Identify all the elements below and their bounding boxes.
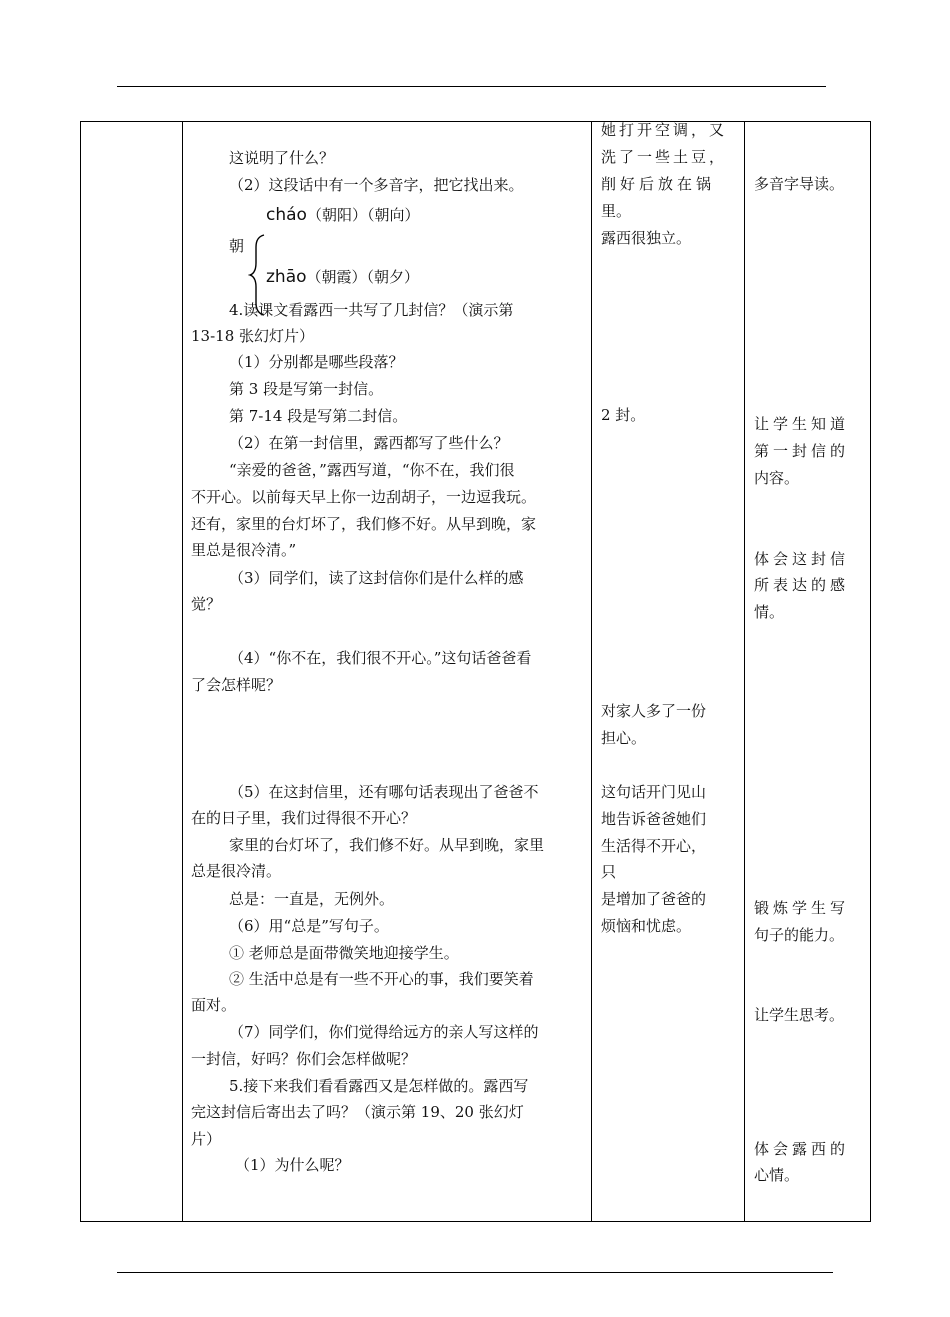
text-line: 5.接下来我们看看露西又是怎样做的。露西写: [229, 1077, 529, 1095]
text-line: （2）在第一封信里，露西都写了些什么？: [229, 434, 509, 452]
text-line: 4.读课文看露西一共写了几封信？（演示第: [229, 301, 514, 319]
text-line: 还有，家里的台灯坏了，我们修不好。从早到晚，家: [191, 515, 537, 533]
text-line: （4）“你不在，我们很不开心。”这句话爸爸看: [229, 649, 532, 667]
pinyin-chao-text: cháo: [266, 205, 307, 225]
text-line: （1）分别都是哪些段落？: [229, 353, 404, 371]
pinyin-chao: [266, 202, 419, 228]
text-line: 不开心。以前每天早上你一边刮胡子，一边逗我玩。: [191, 488, 537, 506]
text-line: 句子的能力。: [754, 926, 845, 944]
table-border-left: [80, 121, 81, 1222]
polyphonic-char: 朝: [229, 237, 245, 255]
text-line: （3）同学们，读了这封信你们是什么样的感: [229, 569, 524, 587]
table-border-col1: [182, 121, 183, 1222]
text-line: 在的日子里，我们过得很不开心？: [191, 809, 417, 827]
text-line: （2）这段话中有一个多音字，把它找出来。: [229, 176, 524, 194]
text-line: 体会露西的: [754, 1140, 850, 1158]
text-line: 让学生知道: [754, 415, 850, 433]
text-line: 生活得不开心，: [601, 837, 707, 855]
text-line: （7）同学们，你们觉得给远方的亲人写这样的: [229, 1023, 539, 1041]
text-line: 只: [601, 863, 617, 881]
pinyin-chao-words: （朝阳）（朝向）: [306, 206, 420, 224]
text-line: （5）在这封信里，还有哪句话表现出了爸爸不: [229, 783, 539, 801]
text-line: 片）: [191, 1130, 222, 1148]
text-line: 是增加了爸爸的: [601, 890, 707, 908]
text-line: （1）为什么呢？: [235, 1156, 350, 1174]
text-line: 让学生思考。: [754, 1006, 845, 1024]
text-line: 她打开空调，又: [601, 121, 728, 139]
text-line: 了会怎样呢？: [191, 676, 282, 694]
table-border-bottom: [80, 1221, 871, 1222]
text-line: 总是很冷清。: [191, 862, 282, 880]
text-line: 面对。: [191, 996, 237, 1014]
text-line: 锻炼学生写: [754, 899, 850, 917]
text-line: 心情。: [754, 1166, 800, 1184]
text-line: 一封信，好吗？你们会怎样做呢？: [191, 1050, 417, 1068]
text-line: 这句话开门见山: [601, 783, 707, 801]
text-line: 2 封。: [601, 406, 646, 424]
text-line: 地告诉爸爸她们: [601, 810, 707, 828]
text-line: 对家人多了一份: [601, 702, 707, 720]
text-line: 体会这封信: [754, 550, 850, 568]
text-line: 这说明了什么？: [229, 149, 335, 167]
text-line: 家里的台灯坏了，我们修不好。从早到晚，家里: [229, 836, 545, 854]
text-line: 露西很独立。: [601, 229, 692, 247]
footer-rule: [117, 1272, 833, 1273]
text-line: ① 老师总是面带微笑地迎接学生。: [229, 944, 459, 962]
text-line: 完这封信后寄出去了吗？（演示第 19、20 张幻灯: [191, 1103, 524, 1121]
text-line: 觉？: [191, 595, 222, 613]
text-line: 担心。: [601, 729, 647, 747]
text-line: 洗了一些土豆，: [601, 148, 728, 166]
text-line: 第一封信的: [754, 442, 850, 460]
text-line: 情。: [754, 603, 785, 621]
text-line: （6）用“总是”写句子。: [229, 917, 389, 935]
table-border-col3: [744, 121, 745, 1222]
table-border-col2: [591, 121, 592, 1222]
text-line: 里。: [601, 202, 632, 220]
text-line: 削好后放在锅: [601, 175, 716, 193]
text-line: 所表达的感: [754, 576, 850, 594]
text-line: 烦恼和忧虑。: [601, 917, 692, 935]
text-line: 第 7-14 段是写第二封信。: [229, 407, 408, 425]
header-rule: [117, 86, 826, 87]
text-line: 内容。: [754, 469, 800, 487]
text-line: 13-18 张幻灯片）: [191, 327, 315, 345]
text-line: “亲爱的爸爸，”露西写道，“你不在，我们很: [229, 461, 515, 479]
text-line: 总是：一直是，无例外。: [229, 890, 395, 908]
table-border-top: [80, 121, 871, 122]
pinyin-zhao: [266, 264, 419, 290]
table-border-right: [870, 121, 871, 1222]
text-line: 里总是很冷清。”: [191, 541, 297, 559]
text-line: ② 生活中总是有一些不开心的事，我们要笑着: [229, 970, 534, 988]
pinyin-zhao-text: zhāo: [266, 267, 307, 287]
text-line: 第 3 段是写第一封信。: [229, 380, 384, 398]
pinyin-zhao-words: （朝霞）（朝夕）: [306, 268, 420, 286]
text-line: 多音字导读。: [754, 175, 845, 193]
